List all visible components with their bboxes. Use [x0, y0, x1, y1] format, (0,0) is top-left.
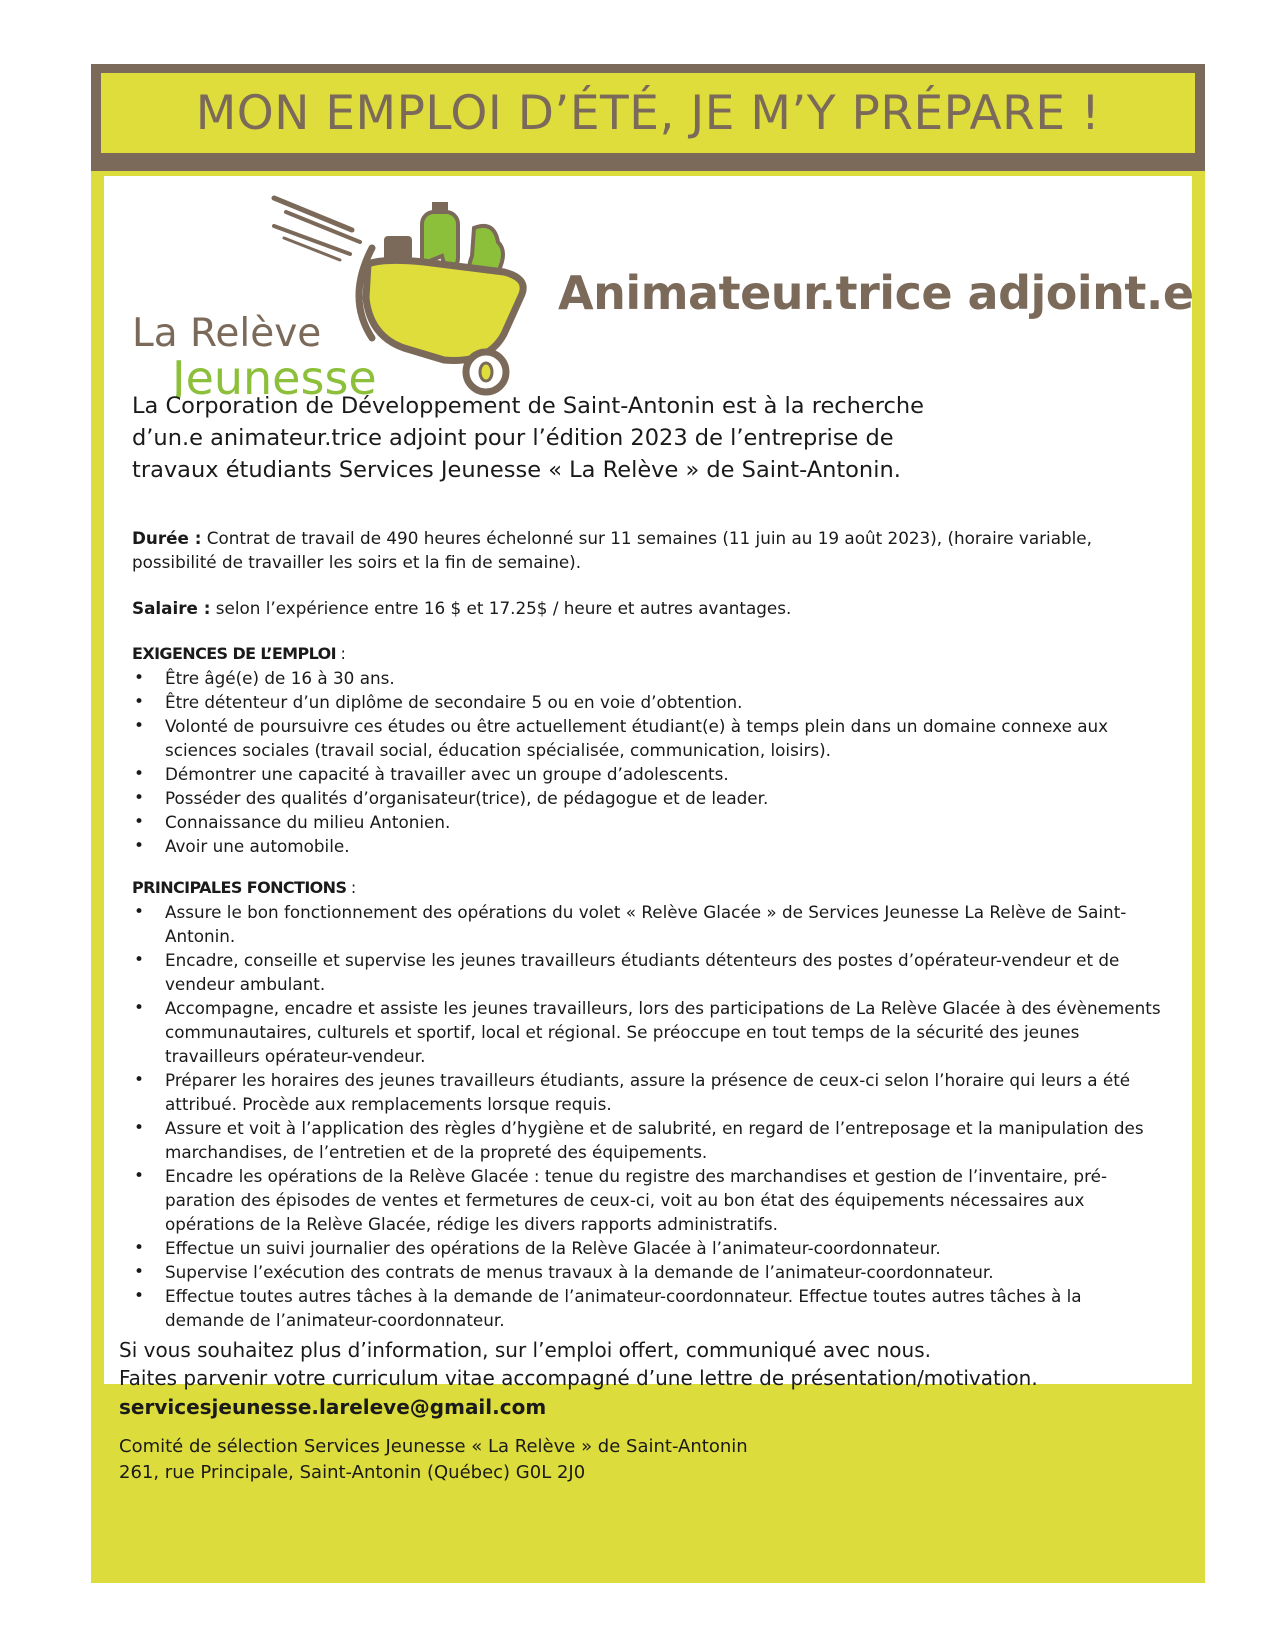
- footer-line: Faites parvenir votre curriculum vitae accompagné d’une lettre de présentation/motivation.: [119, 1366, 1038, 1390]
- banner: [91, 64, 1205, 171]
- salary-label: Salaire :: [132, 598, 211, 618]
- list-item: • Démontrer une capacité à travailler avec un groupe d’adolescents.: [132, 762, 1162, 786]
- footer-contact: [119, 1336, 1179, 1486]
- list-item: • Assure le bon fonctionnement des opérations du volet « Relève Glacée » de Services Jeunesse La Relève de Saint-Antonin.: [132, 900, 1162, 948]
- logo: [124, 188, 534, 398]
- job-details: [132, 526, 1162, 1350]
- contact-email[interactable]: servicesjeunesse.lareleve@gmail.com: [119, 1395, 547, 1419]
- wheelbarrow-logo-icon: [124, 188, 534, 398]
- list-item: • Accompagne, encadre et assiste les jeunes travailleurs, lors des participations de La Relève Glacée à des évènements communautaires, culturels et sportif, local et régional. Se préoccupe en tout temps de la sécurité des jeunes travailleurs opérateur-vendeur.: [132, 996, 1162, 1068]
- duration-text: Contrat de travail de 490 heures échelonné sur 11 semaines (11 juin au 19 août 2023), (horaire variable, possibilité de travailler les soirs et la fin de semaine).: [132, 528, 1092, 572]
- salary-paragraph: [132, 596, 1162, 620]
- list-item: • Effectue un suivi journalier des opérations de la Relève Glacée à l’animateur-coordonnateur.: [132, 1236, 1162, 1260]
- list-item: • Être détenteur d’un diplôme de secondaire 5 ou en voie d’obtention.: [132, 690, 1162, 714]
- list-item: • Encadre, conseille et supervise les jeunes travailleurs étudiants détenteurs des postes d’opérateur-vendeur et de vendeur ambulant.: [132, 948, 1162, 996]
- postal-address: 261, rue Principale, Saint-Antonin (Québec) G0L 2J0: [119, 1462, 586, 1483]
- banner-title: MON EMPLOI D’ÉTÉ, JE M’Y PRÉPARE !: [195, 85, 1101, 141]
- duties-heading: PRINCIPALES FONCTIONS :: [132, 878, 356, 897]
- list-item: • Préparer les horaires des jeunes travailleurs étudiants, assure la présence de ceux-ci selon l’horaire qui leurs a été attribué. Procède aux remplacements lorsque requis.: [132, 1068, 1162, 1116]
- committee-name: Comité de sélection Services Jeunesse « La Relève » de Saint-Antonin: [119, 1436, 748, 1457]
- list-item: • Posséder des qualités d’organisateur(trice), de pédagogue et de leader.: [132, 786, 1162, 810]
- salary-text: selon l’expérience entre 16 $ et 17.25$ / heure et autres avantages.: [210, 598, 792, 618]
- list-item: • Supervise l’exécution des contrats de menus travaux à la demande de l’animateur-coordonnateur.: [132, 1260, 1162, 1284]
- duties-list: [132, 900, 1162, 1332]
- list-item: • Assure et voit à l’application des règles d’hygiène et de salubrité, en regard de l’entreposage et la manipulation des marchandises, de l’entretien et de la propreté des équipements.: [132, 1116, 1162, 1164]
- footer-line: Si vous souhaitez plus d’information, sur l’emploi offert, communiqué avec nous.: [119, 1338, 931, 1362]
- intro-line: La Corporation de Développement de Saint-Antonin est à la recherche: [132, 393, 925, 419]
- job-title: Animateur.trice adjoint.e: [558, 266, 1194, 320]
- list-item: • Volonté de poursuivre ces études ou être actuellement étudiant(e) à temps plein dans un domaine connexe aux sciences sociales (travail social, éducation spécialisée, communication, loisirs).: [132, 714, 1162, 762]
- duration-label: Durée :: [132, 528, 202, 548]
- requirements-list: [132, 666, 1162, 858]
- logo-line2: Jeunesse: [172, 351, 377, 398]
- intro-line: travaux étudiants Services Jeunesse « La Relève » de Saint-Antonin.: [132, 457, 901, 483]
- list-item: • Être âgé(e) de 16 à 30 ans.: [132, 666, 1162, 690]
- list-item: • Connaissance du milieu Antonien.: [132, 810, 1162, 834]
- content-panel: [104, 176, 1192, 1384]
- list-item: • Encadre les opérations de la Relève Glacée : tenue du registre des marchandises et gestion de l’inventaire, préparation des épisodes de ventes et fermetures de ceux-ci, voit au bon état des équipements nécessaires aux opérations de la Relève Glacée, rédige les divers rapports administratifs.: [132, 1164, 1162, 1236]
- banner-inner: [101, 73, 1195, 153]
- logo-line1: La Relève: [132, 311, 322, 356]
- intro-line: d’un.e animateur.trice adjoint pour l’édition 2023 de l’entreprise de: [132, 425, 894, 451]
- duration-paragraph: [132, 526, 1162, 574]
- intro-paragraph: [132, 390, 1012, 486]
- poster-frame: [91, 64, 1205, 1583]
- list-item: • Effectue toutes autres tâches à la demande de l’animateur-coordonnateur. Effectue toutes autres tâches à la demande de l’animateur-coordonnateur.: [132, 1284, 1162, 1332]
- list-item: • Avoir une automobile.: [132, 834, 1162, 858]
- requirements-heading: EXIGENCES DE L’EMPLOI :: [132, 644, 346, 663]
